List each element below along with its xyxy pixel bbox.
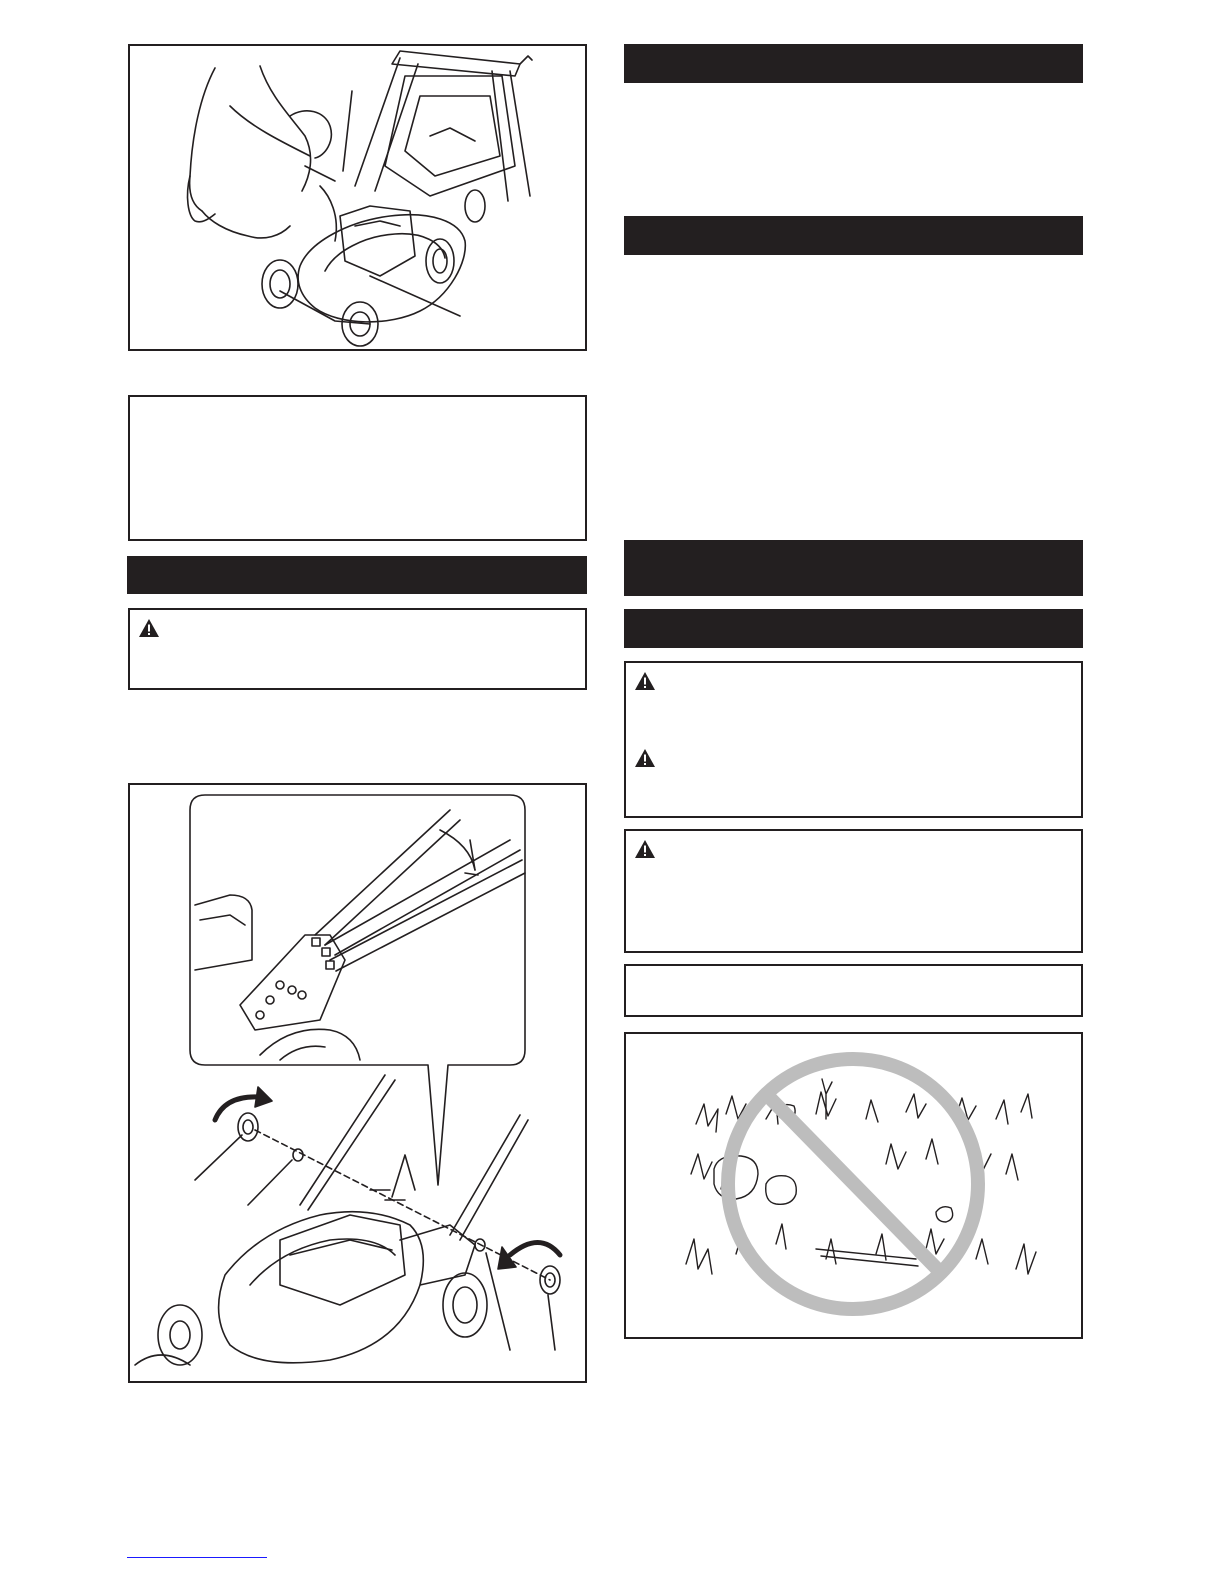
figure-handle-adjustment <box>128 783 587 1383</box>
warning-triangle-icon <box>634 839 656 859</box>
section-header-bar <box>127 556 587 594</box>
warning-triangle-icon <box>138 618 160 638</box>
chapter-header-bar <box>624 540 1083 596</box>
warning-triangle-icon <box>634 671 656 691</box>
handle-adjustment-illustration <box>130 785 585 1381</box>
warning-triangle-icon <box>634 748 656 768</box>
warning-box <box>624 829 1083 953</box>
warning-box <box>624 661 1083 818</box>
note-box <box>128 395 587 541</box>
prohibited-obstacles-illustration <box>626 1034 1081 1337</box>
footer-link-underline[interactable] <box>127 1557 267 1558</box>
warning-box <box>128 608 587 690</box>
figure-battery-install <box>128 44 587 351</box>
figure-no-obstacles <box>624 1032 1083 1339</box>
section-header-bar <box>624 216 1083 255</box>
battery-install-illustration <box>130 46 585 349</box>
section-header-bar <box>624 44 1083 83</box>
note-box <box>624 964 1083 1017</box>
section-header-bar <box>624 609 1083 648</box>
